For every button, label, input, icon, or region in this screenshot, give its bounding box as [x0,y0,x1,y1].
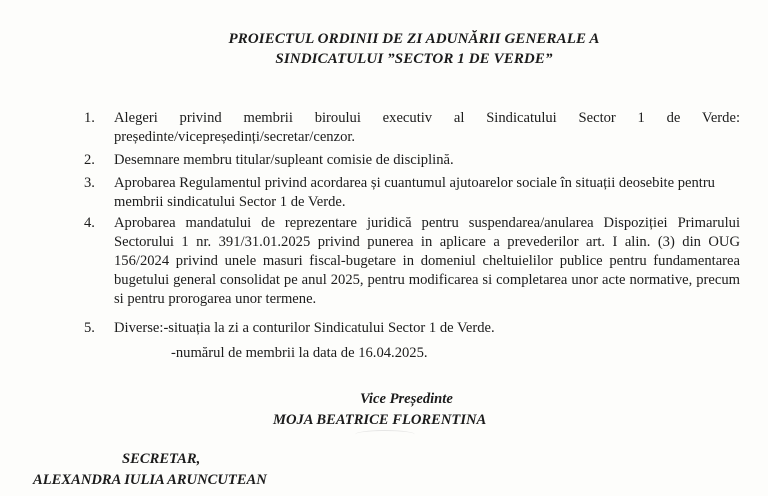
agenda-item-number: 1. [84,110,95,126]
agenda-item-5 [84,319,740,338]
agenda-item-5-subpoint: -numărul de membrii la data de 16.04.2025. [171,345,428,361]
document-title-line1: PROIECTUL ORDINII DE ZI ADUNĂRII GENERALE A [228,31,600,47]
agenda-item-text: Alegeri privind membrii biroului executiv al Sindicatului Sector 1 de Verde: președinte/vicepreședinți/secretar/cenzor. [114,110,740,145]
vice-president-title: Vice Președinte [360,391,453,407]
secretary-title: SECRETAR, [122,451,201,467]
agenda-item-text: Desemnare membru titular/supleant comisie de disciplină. [114,152,454,168]
agenda-item-number: 5. [84,320,95,336]
agenda-item-number: 2. [84,152,95,168]
document-title-line2: SINDICATULUI ”SECTOR 1 DE VERDE” [275,51,553,67]
faint-stamp-mark [355,430,415,439]
agenda-item-4 [84,214,740,309]
agenda-item-text: Diverse:-situația la zi a conturilor Sindicatului Sector 1 de Verde. [114,320,495,336]
agenda-item-2 [84,151,740,170]
agenda-item-3 [84,174,740,212]
agenda-item-text: Aprobarea mandatului de reprezentare juridică pentru suspendarea/anularea Dispoziției Primarului Sectorului 1 nr. 391/31.01.2025 privind punerea in aplicare a prevederilor art. I alin. (3) din OUG 156/2024 privind unele masuri fiscal-bugetare in domeniul cheltuielilor publice pentru fundamentarea bugetului general consolidat pe anul 2025, pentru modificarea si completarea unor acte normative, precum si pentru prorogarea unor termene. [114,215,740,307]
agenda-item-number: 3. [84,175,95,191]
secretary-name: ALEXANDRA IULIA ARUNCUTEAN [33,472,267,488]
agenda-item-text: Aprobarea Regulamentul privind acordarea și cuantumul ajutoarelor sociale în situații deosebite pentru membrii sindicatului Sector 1 de Verde. [114,175,715,210]
agenda-item-number: 4. [84,215,95,231]
vice-president-name: MOJA BEATRICE FLORENTINA [273,412,487,428]
agenda-item-1 [84,109,740,147]
